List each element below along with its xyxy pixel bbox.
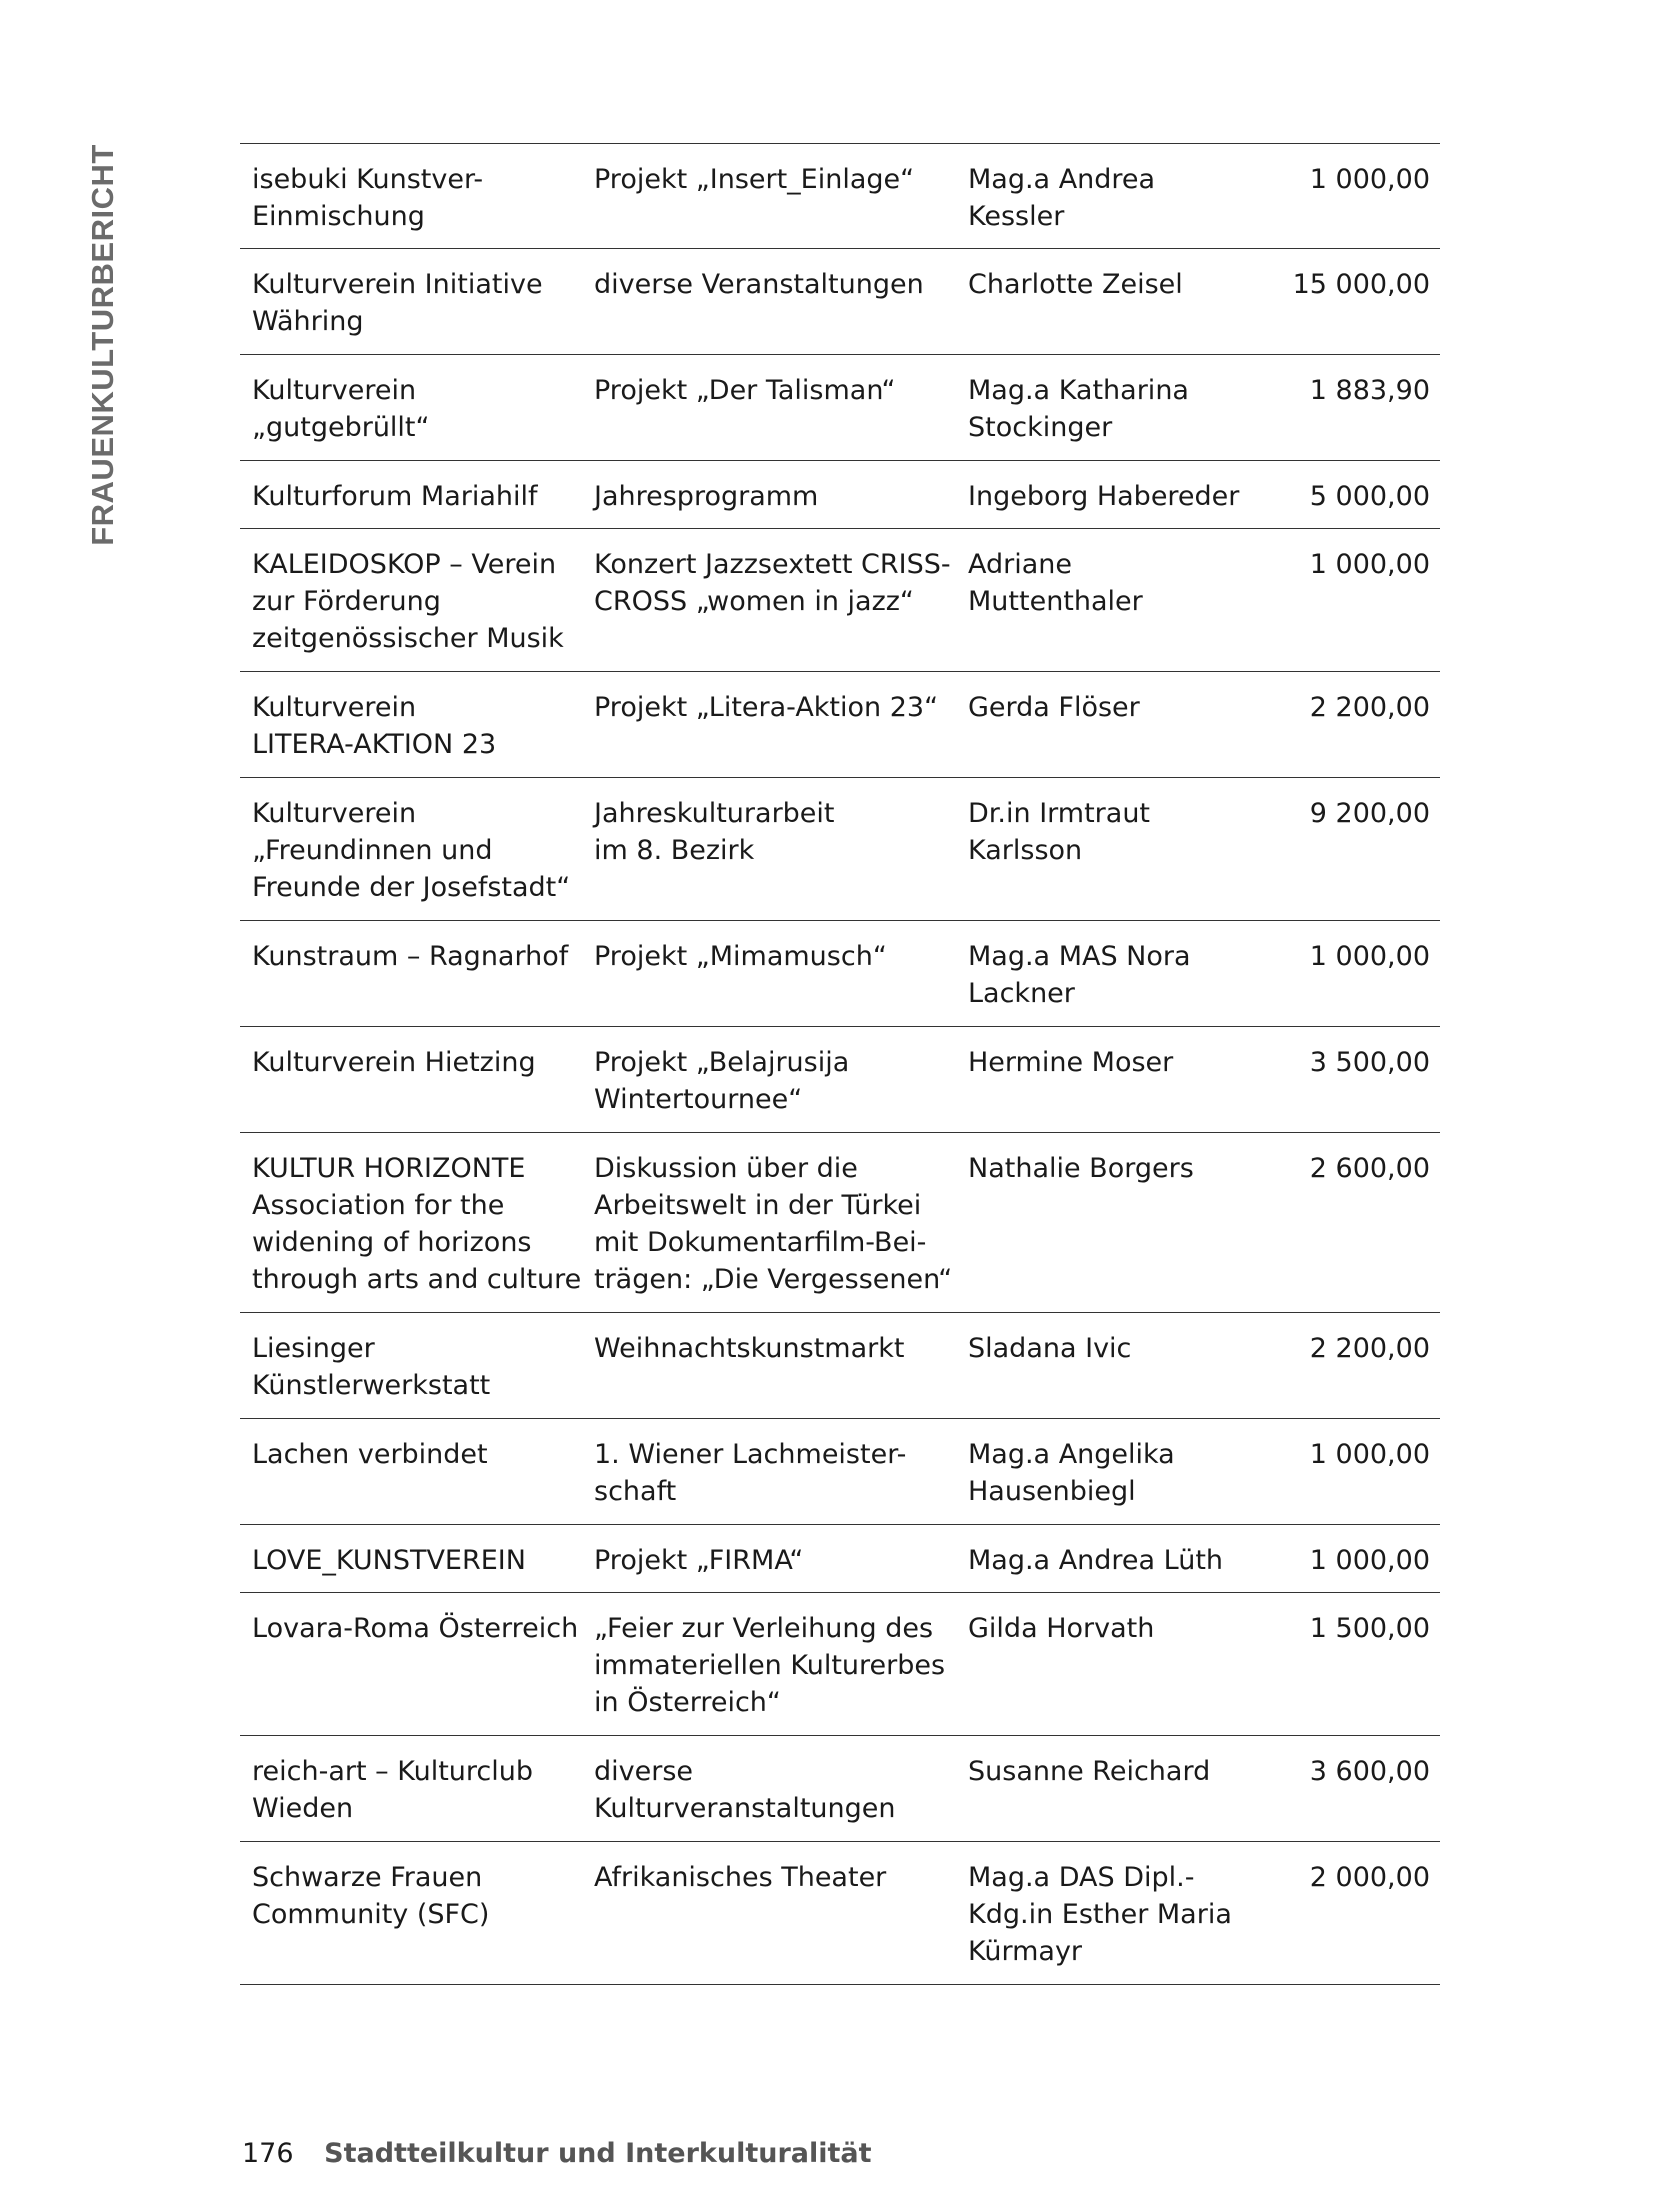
organization-cell-line: KULTUR HORIZONTE (252, 1153, 526, 1184)
contact-cell (956, 1150, 1286, 1312)
contact-cell-line: Lackner (968, 978, 1075, 1009)
table-row (240, 778, 1440, 921)
project-cell (582, 161, 956, 248)
contact-cell-line: Charlotte Zeisel (968, 269, 1183, 300)
organization-cell-line: Kulturverein Initiative (252, 269, 543, 300)
contact-cell-line: Susanne Reichard (968, 1756, 1211, 1787)
project-cell-line: im 8. Bezirk (594, 835, 755, 866)
organization-cell (240, 1753, 582, 1841)
organization-cell-line: Schwarze Frauen (252, 1862, 483, 1893)
organization-cell-line: zur Förderung (252, 586, 441, 617)
project-cell-line: Kulturveranstaltungen (594, 1793, 896, 1824)
amount-cell: 2 200,00 (1309, 1333, 1430, 1364)
contact-cell (956, 161, 1286, 248)
contact-cell-line: Kürmayr (968, 1936, 1083, 1967)
project-cell-line: Diskussion über die (594, 1153, 858, 1184)
organization-cell-line: Freunde der Josefstadt“ (252, 872, 571, 903)
organization-cell-line: Lovara-Roma Österreich (252, 1613, 579, 1644)
amount-cell: 1 000,00 (1309, 941, 1430, 972)
project-cell (582, 1753, 956, 1841)
contact-cell-line: Sladana Ivic (968, 1333, 1132, 1364)
contact-cell (956, 1859, 1286, 1984)
contact-cell-line: Nathalie Borgers (968, 1153, 1194, 1184)
table-row (240, 249, 1440, 355)
amount-cell: 3 600,00 (1309, 1756, 1430, 1787)
contact-cell (956, 1436, 1286, 1524)
organization-cell-line: Kulturverein Hietzing (252, 1047, 536, 1078)
project-cell (582, 546, 956, 671)
contact-cell (956, 938, 1286, 1026)
organization-cell-line: Künstlerwerkstatt (252, 1370, 491, 1401)
table-row (240, 1133, 1440, 1313)
organization-cell-line: Kulturverein (252, 798, 417, 829)
project-cell-line: in Österreich“ (594, 1687, 781, 1718)
project-cell (582, 1436, 956, 1524)
contact-cell-line: Hausenbiegl (968, 1476, 1136, 1507)
table-row (240, 529, 1440, 672)
project-cell-line: Projekt „FIRMA“ (594, 1545, 804, 1576)
contact-cell (956, 1753, 1286, 1841)
contact-cell (956, 546, 1286, 671)
project-cell-line: Projekt „Insert_Einlage“ (594, 164, 915, 195)
organization-cell (240, 266, 582, 354)
organization-cell (240, 1542, 582, 1592)
table-row (240, 461, 1440, 529)
organization-cell-line: zeitgenössischer Musik (252, 623, 564, 654)
table-row (240, 144, 1440, 249)
organization-cell (240, 938, 582, 1026)
page-footer (242, 2138, 872, 2169)
table-row (240, 1027, 1440, 1133)
project-cell-line: diverse Veranstaltungen (594, 269, 924, 300)
project-cell-line: trägen: „Die Vergessenen“ (594, 1264, 953, 1295)
project-cell-line: 1. Wiener Lachmeister- (594, 1439, 907, 1470)
contact-cell-line: Mag.a Katharina (968, 375, 1189, 406)
project-cell-line: Projekt „Belajrusija (594, 1047, 850, 1078)
page-number: 176 (242, 2138, 294, 2169)
contact-cell-line: Mag.a DAS Dipl.- (968, 1862, 1195, 1893)
organization-cell-line: through arts and culture (252, 1264, 582, 1295)
organization-cell (240, 1044, 582, 1132)
project-cell-line: „Feier zur Verleihung des (594, 1613, 934, 1644)
amount-cell: 1 000,00 (1309, 549, 1430, 580)
contact-cell-line: Gilda Horvath (968, 1613, 1155, 1644)
project-cell-line: immateriellen Kulturerbes (594, 1650, 946, 1681)
organization-cell (240, 546, 582, 671)
amount-cell: 3 500,00 (1309, 1047, 1430, 1078)
project-cell-line: Projekt „Litera-Aktion 23“ (594, 692, 939, 723)
amount-cell: 9 200,00 (1309, 798, 1430, 829)
organization-cell-line: Community (SFC) (252, 1899, 490, 1930)
table-row (240, 1313, 1440, 1419)
organization-cell-line: Einmischung (252, 201, 425, 232)
amount-cell: 15 000,00 (1292, 269, 1430, 300)
organization-cell (240, 1436, 582, 1524)
amount-cell: 2 000,00 (1309, 1862, 1430, 1893)
organization-cell-line: „Freundinnen und (252, 835, 493, 866)
organization-cell-line: KALEIDOSKOP – Verein (252, 549, 557, 580)
project-cell (582, 1542, 956, 1592)
project-cell-line: Weihnachtskunstmarkt (594, 1333, 905, 1364)
funding-table (240, 143, 1440, 1985)
project-cell (582, 478, 956, 528)
side-section-label (78, 142, 128, 547)
organization-cell (240, 372, 582, 460)
table-row (240, 1842, 1440, 1985)
organization-cell-line: Liesinger (252, 1333, 375, 1364)
section-title: Stadtteilkultur und Interkulturalität (324, 2138, 872, 2169)
organization-cell-line: Wieden (252, 1793, 354, 1824)
organization-cell-line: Kunstraum – Ragnarhof (252, 941, 569, 972)
organization-cell-line: Lachen verbindet (252, 1439, 488, 1470)
project-cell (582, 372, 956, 460)
project-cell-line: Jahresprogramm (594, 481, 819, 512)
table-row (240, 355, 1440, 461)
project-cell (582, 266, 956, 354)
contact-cell (956, 1330, 1286, 1418)
organization-cell-line: widening of horizons (252, 1227, 532, 1258)
organization-cell (240, 1610, 582, 1735)
contact-cell-line: Kessler (968, 201, 1065, 232)
project-cell-line: Arbeitswelt in der Türkei (594, 1190, 922, 1221)
project-cell-line: mit Dokumentarfilm-Bei- (594, 1227, 927, 1258)
contact-cell-line: Karlsson (968, 835, 1083, 866)
contact-cell (956, 266, 1286, 354)
project-cell-line: schaft (594, 1476, 677, 1507)
project-cell-line: Afrikanisches Theater (594, 1862, 887, 1893)
project-cell (582, 689, 956, 777)
project-cell-line: Projekt „Der Talisman“ (594, 375, 896, 406)
contact-cell (956, 689, 1286, 777)
organization-cell-line: reich-art – Kulturclub (252, 1756, 533, 1787)
organization-cell-line: LOVE_KUNSTVEREIN (252, 1545, 526, 1576)
contact-cell (956, 1542, 1286, 1592)
contact-cell-line: Dr.in Irmtraut (968, 798, 1151, 829)
side-section-label-text: FRAUENKULTURBERICHT (85, 143, 120, 546)
contact-cell-line: Gerda Flöser (968, 692, 1140, 723)
contact-cell-line: Kdg.in Esther Maria (968, 1899, 1232, 1930)
contact-cell-line: Mag.a Andrea (968, 164, 1156, 195)
project-cell-line: Projekt „Mimamusch“ (594, 941, 887, 972)
project-cell (582, 1330, 956, 1418)
organization-cell (240, 689, 582, 777)
organization-cell-line: isebuki Kunstver- (252, 164, 484, 195)
contact-cell (956, 795, 1286, 920)
table-row (240, 1525, 1440, 1593)
organization-cell (240, 1330, 582, 1418)
organization-cell-line: Association for the (252, 1190, 505, 1221)
amount-cell: 5 000,00 (1309, 481, 1430, 512)
amount-cell: 1 000,00 (1309, 1545, 1430, 1576)
organization-cell (240, 161, 582, 248)
table-row (240, 1419, 1440, 1525)
organization-cell-line: Kulturforum Mariahilf (252, 481, 538, 512)
contact-cell (956, 1610, 1286, 1735)
contact-cell-line: Stockinger (968, 412, 1113, 443)
contact-cell-line: Mag.a Angelika (968, 1439, 1175, 1470)
contact-cell (956, 372, 1286, 460)
contact-cell-line: Mag.a Andrea Lüth (968, 1545, 1224, 1576)
organization-cell (240, 1150, 582, 1312)
amount-cell: 1 500,00 (1309, 1613, 1430, 1644)
project-cell (582, 795, 956, 920)
contact-cell-line: Ingeborg Habereder (968, 481, 1240, 512)
table-row (240, 921, 1440, 1027)
organization-cell-line: LITERA-AKTION 23 (252, 729, 497, 760)
amount-cell: 1 000,00 (1309, 164, 1430, 195)
project-cell (582, 1150, 956, 1312)
table-row (240, 672, 1440, 778)
project-cell (582, 1044, 956, 1132)
organization-cell-line: „gutgebrüllt“ (252, 412, 430, 443)
project-cell-line: Konzert Jazzsextett CRISS- (594, 549, 951, 580)
amount-cell: 1 883,90 (1309, 375, 1430, 406)
organization-cell (240, 478, 582, 528)
project-cell-line: diverse (594, 1756, 694, 1787)
contact-cell-line: Adriane (968, 549, 1073, 580)
contact-cell (956, 478, 1286, 528)
project-cell (582, 938, 956, 1026)
organization-cell (240, 795, 582, 920)
project-cell-line: CROSS „women in jazz“ (594, 586, 914, 617)
contact-cell-line: Muttenthaler (968, 586, 1143, 617)
project-cell-line: Wintertournee“ (594, 1084, 803, 1115)
amount-cell: 2 200,00 (1309, 692, 1430, 723)
table-row (240, 1736, 1440, 1842)
organization-cell-line: Kulturverein (252, 375, 417, 406)
contact-cell (956, 1044, 1286, 1132)
organization-cell-line: Währing (252, 306, 364, 337)
contact-cell-line: Hermine Moser (968, 1047, 1174, 1078)
contact-cell-line: Mag.a MAS Nora (968, 941, 1191, 972)
project-cell (582, 1610, 956, 1735)
amount-cell: 1 000,00 (1309, 1439, 1430, 1470)
table-row (240, 1593, 1440, 1736)
amount-cell: 2 600,00 (1309, 1153, 1430, 1184)
project-cell-line: Jahreskulturarbeit (594, 798, 835, 829)
organization-cell (240, 1859, 582, 1984)
project-cell (582, 1859, 956, 1984)
organization-cell-line: Kulturverein (252, 692, 417, 723)
